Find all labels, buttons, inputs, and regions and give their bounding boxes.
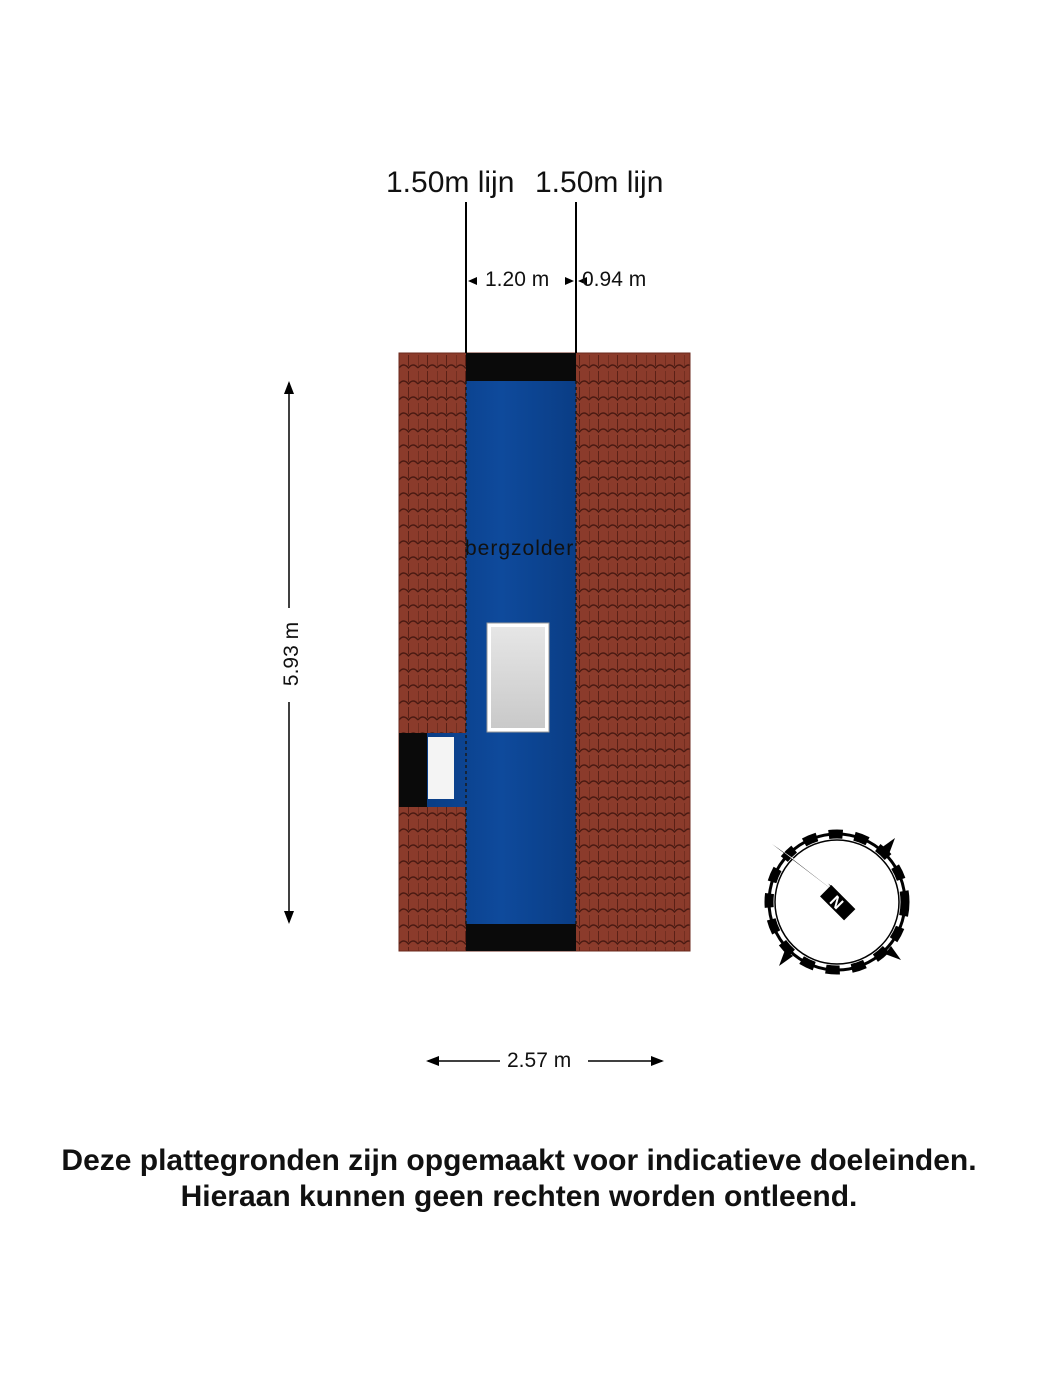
disclaimer-line-2: Hieraan kunnen geen rechten worden ontleend.	[180, 1180, 858, 1213]
dim-height: 5.93 m	[280, 618, 304, 690]
niche	[428, 737, 454, 799]
wall-top	[466, 353, 576, 381]
line-label-left: 1.50m lijn	[386, 166, 515, 199]
wall-side-left	[399, 733, 427, 807]
room-label: bergzolder	[465, 537, 575, 560]
compass-icon	[769, 834, 905, 970]
svg-text:N: N	[825, 892, 847, 914]
dim-left-top: 1.20 m	[481, 268, 553, 292]
dim-right-top: 0.94 m	[582, 268, 647, 291]
roof-tiles-right	[576, 353, 690, 951]
line-label-right: 1.50m lijn	[535, 166, 664, 199]
dim-width: 2.57 m	[503, 1049, 575, 1073]
wall-bottom	[466, 924, 576, 951]
disclaimer-line-1: Deze plattegronden zijn opgemaakt voor indicatieve doeleinden.	[61, 1144, 977, 1177]
roof-tiles-left	[399, 353, 466, 951]
